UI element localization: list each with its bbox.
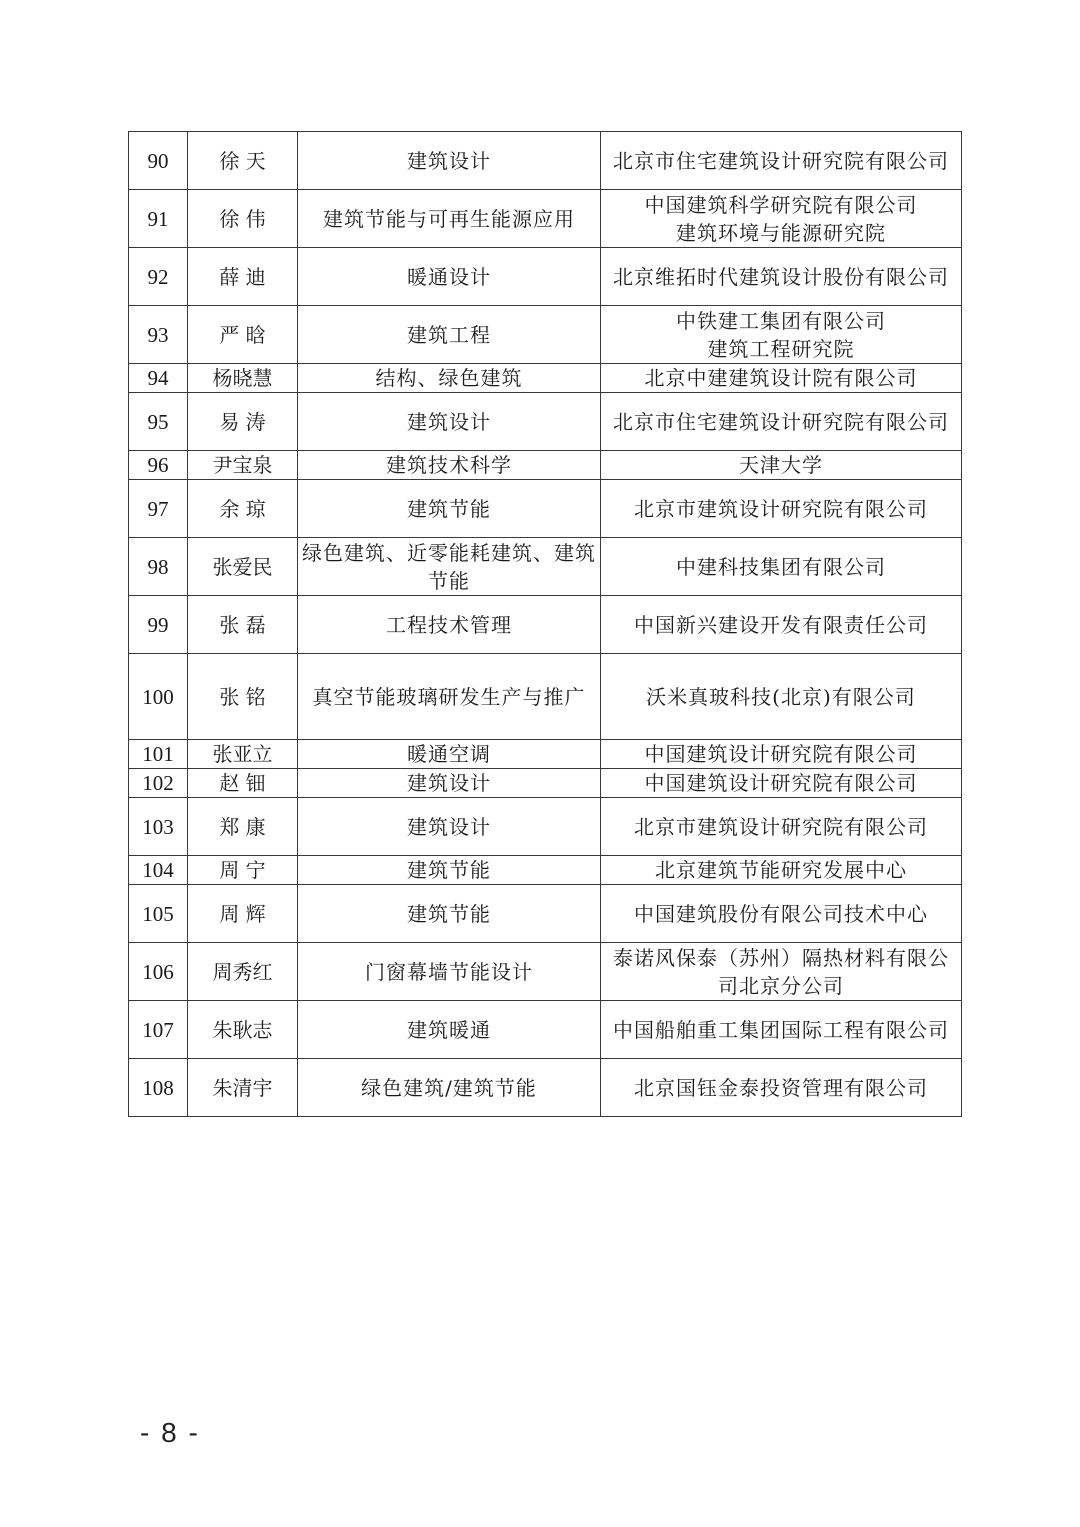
- organization-cell: 中国建筑科学研究院有限公司 建筑环境与能源研究院: [601, 190, 962, 248]
- table-row: [129, 798, 962, 856]
- table-row: [129, 596, 962, 654]
- person-name-cell: 周 辉: [188, 885, 298, 943]
- person-name-cell: 赵 钿: [188, 769, 298, 798]
- row-number-cell: 102: [129, 769, 188, 798]
- page-number: - 8 -: [140, 1417, 200, 1448]
- organization-cell: 北京维拓时代建筑设计股份有限公司: [601, 248, 962, 306]
- person-name-cell: 郑 康: [188, 798, 298, 856]
- specialty-cell: 绿色建筑、近零能耗建筑、建筑节能: [298, 538, 601, 596]
- organization-cell: 中国船舶重工集团国际工程有限公司: [601, 1001, 962, 1059]
- specialty-cell: 建筑节能: [298, 480, 601, 538]
- row-number-cell: 94: [129, 364, 188, 393]
- table-row: [129, 856, 962, 885]
- person-name-cell: 余 琼: [188, 480, 298, 538]
- person-name-cell: 尹宝泉: [188, 451, 298, 480]
- organization-cell: 泰诺风保泰（苏州）隔热材料有限公司北京分公司: [601, 943, 962, 1001]
- person-name-cell: 杨晓慧: [188, 364, 298, 393]
- person-name-cell: 朱耿志: [188, 1001, 298, 1059]
- row-number-cell: 93: [129, 306, 188, 364]
- row-number-cell: 101: [129, 740, 188, 769]
- organization-cell: 中国新兴建设开发有限责任公司: [601, 596, 962, 654]
- specialty-cell: 建筑节能: [298, 885, 601, 943]
- table-row: [129, 132, 962, 190]
- table-row: [129, 190, 962, 248]
- specialty-cell: 暖通空调: [298, 740, 601, 769]
- row-number-cell: 91: [129, 190, 188, 248]
- specialty-cell: 建筑设计: [298, 798, 601, 856]
- organization-cell: 北京国钰金泰投资管理有限公司: [601, 1059, 962, 1117]
- table-row: [129, 654, 962, 740]
- row-number-cell: 108: [129, 1059, 188, 1117]
- specialty-cell: 工程技术管理: [298, 596, 601, 654]
- specialty-cell: 结构、绿色建筑: [298, 364, 601, 393]
- table-row: [129, 480, 962, 538]
- organization-cell: 沃米真玻科技(北京)有限公司: [601, 654, 962, 740]
- table-row: [129, 451, 962, 480]
- organization-cell: 北京建筑节能研究发展中心: [601, 856, 962, 885]
- row-number-cell: 92: [129, 248, 188, 306]
- specialty-cell: 绿色建筑/建筑节能: [298, 1059, 601, 1117]
- organization-cell: 中铁建工集团有限公司 建筑工程研究院: [601, 306, 962, 364]
- organization-cell: 天津大学: [601, 451, 962, 480]
- row-number-cell: 99: [129, 596, 188, 654]
- person-name-cell: 张爱民: [188, 538, 298, 596]
- organization-cell: 中国建筑设计研究院有限公司: [601, 769, 962, 798]
- specialty-cell: 建筑设计: [298, 393, 601, 451]
- row-number-cell: 106: [129, 943, 188, 1001]
- row-number-cell: 98: [129, 538, 188, 596]
- table-row: [129, 306, 962, 364]
- specialty-cell: 建筑节能: [298, 856, 601, 885]
- organization-cell: 北京市建筑设计研究院有限公司: [601, 480, 962, 538]
- organization-cell: 中建科技集团有限公司: [601, 538, 962, 596]
- table-row: [129, 364, 962, 393]
- person-name-cell: 易 涛: [188, 393, 298, 451]
- organization-cell: 北京中建建筑设计院有限公司: [601, 364, 962, 393]
- person-name-cell: 严 晗: [188, 306, 298, 364]
- person-name-cell: 周 宁: [188, 856, 298, 885]
- row-number-cell: 96: [129, 451, 188, 480]
- person-name-cell: 张 铭: [188, 654, 298, 740]
- specialty-cell: 暖通设计: [298, 248, 601, 306]
- table-row: [129, 1001, 962, 1059]
- person-name-cell: 张 磊: [188, 596, 298, 654]
- roster-table: [128, 131, 962, 1117]
- table-row: [129, 393, 962, 451]
- table-row: [129, 248, 962, 306]
- organization-cell: 中国建筑股份有限公司技术中心: [601, 885, 962, 943]
- table-row: [129, 740, 962, 769]
- row-number-cell: 95: [129, 393, 188, 451]
- person-name-cell: 徐 天: [188, 132, 298, 190]
- row-number-cell: 100: [129, 654, 188, 740]
- person-name-cell: 朱清宇: [188, 1059, 298, 1117]
- specialty-cell: 建筑设计: [298, 132, 601, 190]
- specialty-cell: 建筑工程: [298, 306, 601, 364]
- specialty-cell: 建筑技术科学: [298, 451, 601, 480]
- table-row: [129, 769, 962, 798]
- table-row: [129, 943, 962, 1001]
- table-row: [129, 538, 962, 596]
- organization-cell: 北京市建筑设计研究院有限公司: [601, 798, 962, 856]
- person-name-cell: 徐 伟: [188, 190, 298, 248]
- row-number-cell: 105: [129, 885, 188, 943]
- person-name-cell: 张亚立: [188, 740, 298, 769]
- specialty-cell: 门窗幕墙节能设计: [298, 943, 601, 1001]
- organization-cell: 北京市住宅建筑设计研究院有限公司: [601, 393, 962, 451]
- person-name-cell: 薛 迪: [188, 248, 298, 306]
- table-row: [129, 885, 962, 943]
- table-row: [129, 1059, 962, 1117]
- specialty-cell: 建筑设计: [298, 769, 601, 798]
- row-number-cell: 97: [129, 480, 188, 538]
- person-name-cell: 周秀红: [188, 943, 298, 1001]
- organization-cell: 中国建筑设计研究院有限公司: [601, 740, 962, 769]
- organization-cell: 北京市住宅建筑设计研究院有限公司: [601, 132, 962, 190]
- row-number-cell: 103: [129, 798, 188, 856]
- row-number-cell: 90: [129, 132, 188, 190]
- specialty-cell: 建筑节能与可再生能源应用: [298, 190, 601, 248]
- row-number-cell: 104: [129, 856, 188, 885]
- row-number-cell: 107: [129, 1001, 188, 1059]
- specialty-cell: 真空节能玻璃研发生产与推广: [298, 654, 601, 740]
- roster-body: [129, 132, 962, 1117]
- specialty-cell: 建筑暖通: [298, 1001, 601, 1059]
